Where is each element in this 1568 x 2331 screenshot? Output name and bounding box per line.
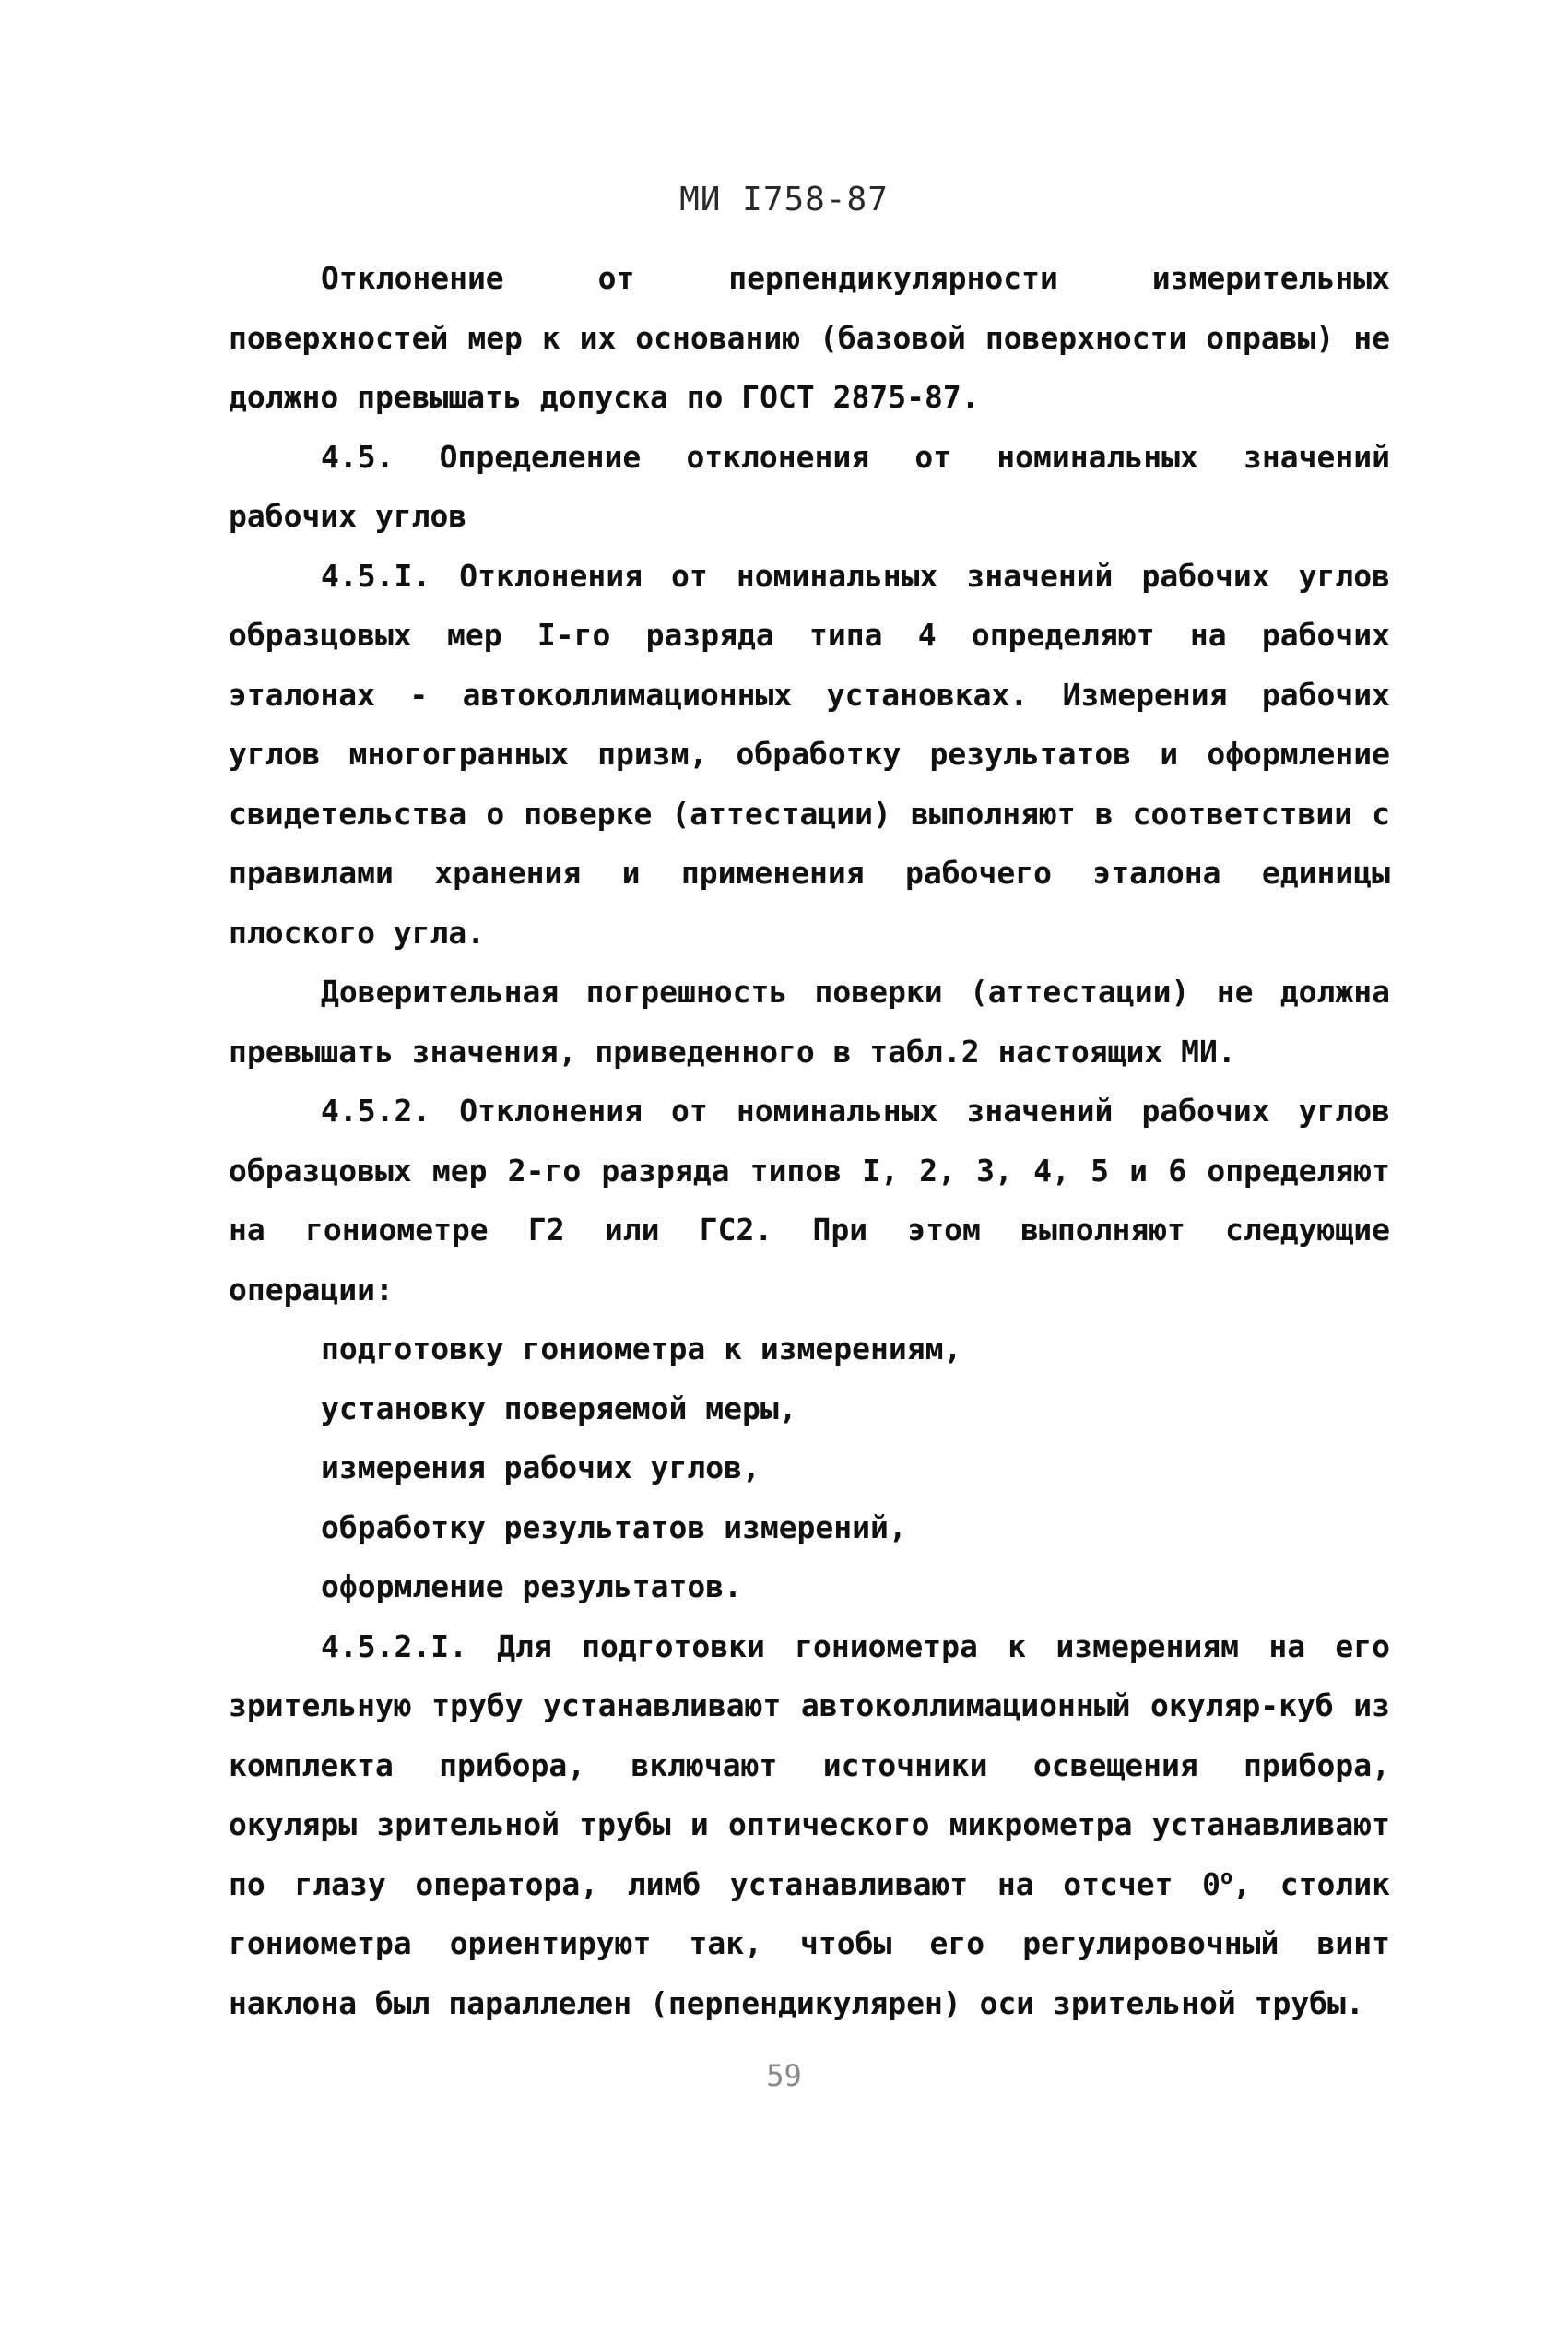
list-item: обработку результатов измерений, [321,1509,907,1545]
paragraph-4-5-2-1 [229,1617,1390,2034]
document-body [229,249,1390,2033]
page-number: 59 [766,2058,802,2093]
section-heading-4-5: 4.5. Определение отклонения от номинальных значений рабочих углов [229,438,1390,534]
list-item: подготовку гониометра к измерениям, [321,1331,962,1367]
paragraph-4-5-2: 4.5.2. Отклонения от номинальных значений рабочих углов образцовых мер 2-го разряда типов I, 2, 3, 4, 5 и 6 определяют на гониометре Г2 или ГС2. При этом выполняют следующие операции: [229,1093,1390,1307]
list-item: измерения рабочих углов, [321,1449,760,1485]
document-header: МИ I758-87 [679,181,889,219]
paragraph-perpendicularity: Отклонение от перпендикулярности измерительных поверхностей мер к их основанию (базовой поверхности оправы) не должно превышать допуска по ГОСТ 2875-87. [229,260,1390,415]
list-item: установку поверяемой меры, [321,1390,797,1426]
list-item: оформление результатов. [321,1568,742,1604]
operations-list [229,1319,1390,1617]
paragraph-4-5-2-1-text-a: 4.5.2.I. Для подготовки гониометра к измерениям на его зрительную трубу устанавливают автоколлимационный окуляр-куб из комплекта прибора, включают источники освещения прибора, окуляры зрительной трубы и оптического микрометра устанавливают по глазу оператора, лимб устанавливают на отсчет 0 [229,1627,1390,1902]
paragraph-4-5-2-1-text-b: , столик гониометра ориентируют так, чтобы его регулировочный винт наклона был параллелен (перпендикулярен) оси зрительной трубы. [229,1865,1390,2021]
paragraph-4-5-1: 4.5.I. Отклонения от номинальных значений рабочих углов образцовых мер I-го разряда типа 4 определяют на рабочих эталонах - автоколлимационных установках. Измерения рабочих углов многогранных призм, обработку результатов и оформление свидетельства о поверке (аттестации) выполняют в соответствии с правилами хранения и применения рабочего эталона единицы плоского угла. [229,557,1390,951]
paragraph-confidence-error: Доверительная погрешность поверки (аттестации) не должна превышать значения, приведенного в табл.2 настоящих МИ. [229,974,1390,1070]
degree-superscript: о [1220,1865,1233,1889]
